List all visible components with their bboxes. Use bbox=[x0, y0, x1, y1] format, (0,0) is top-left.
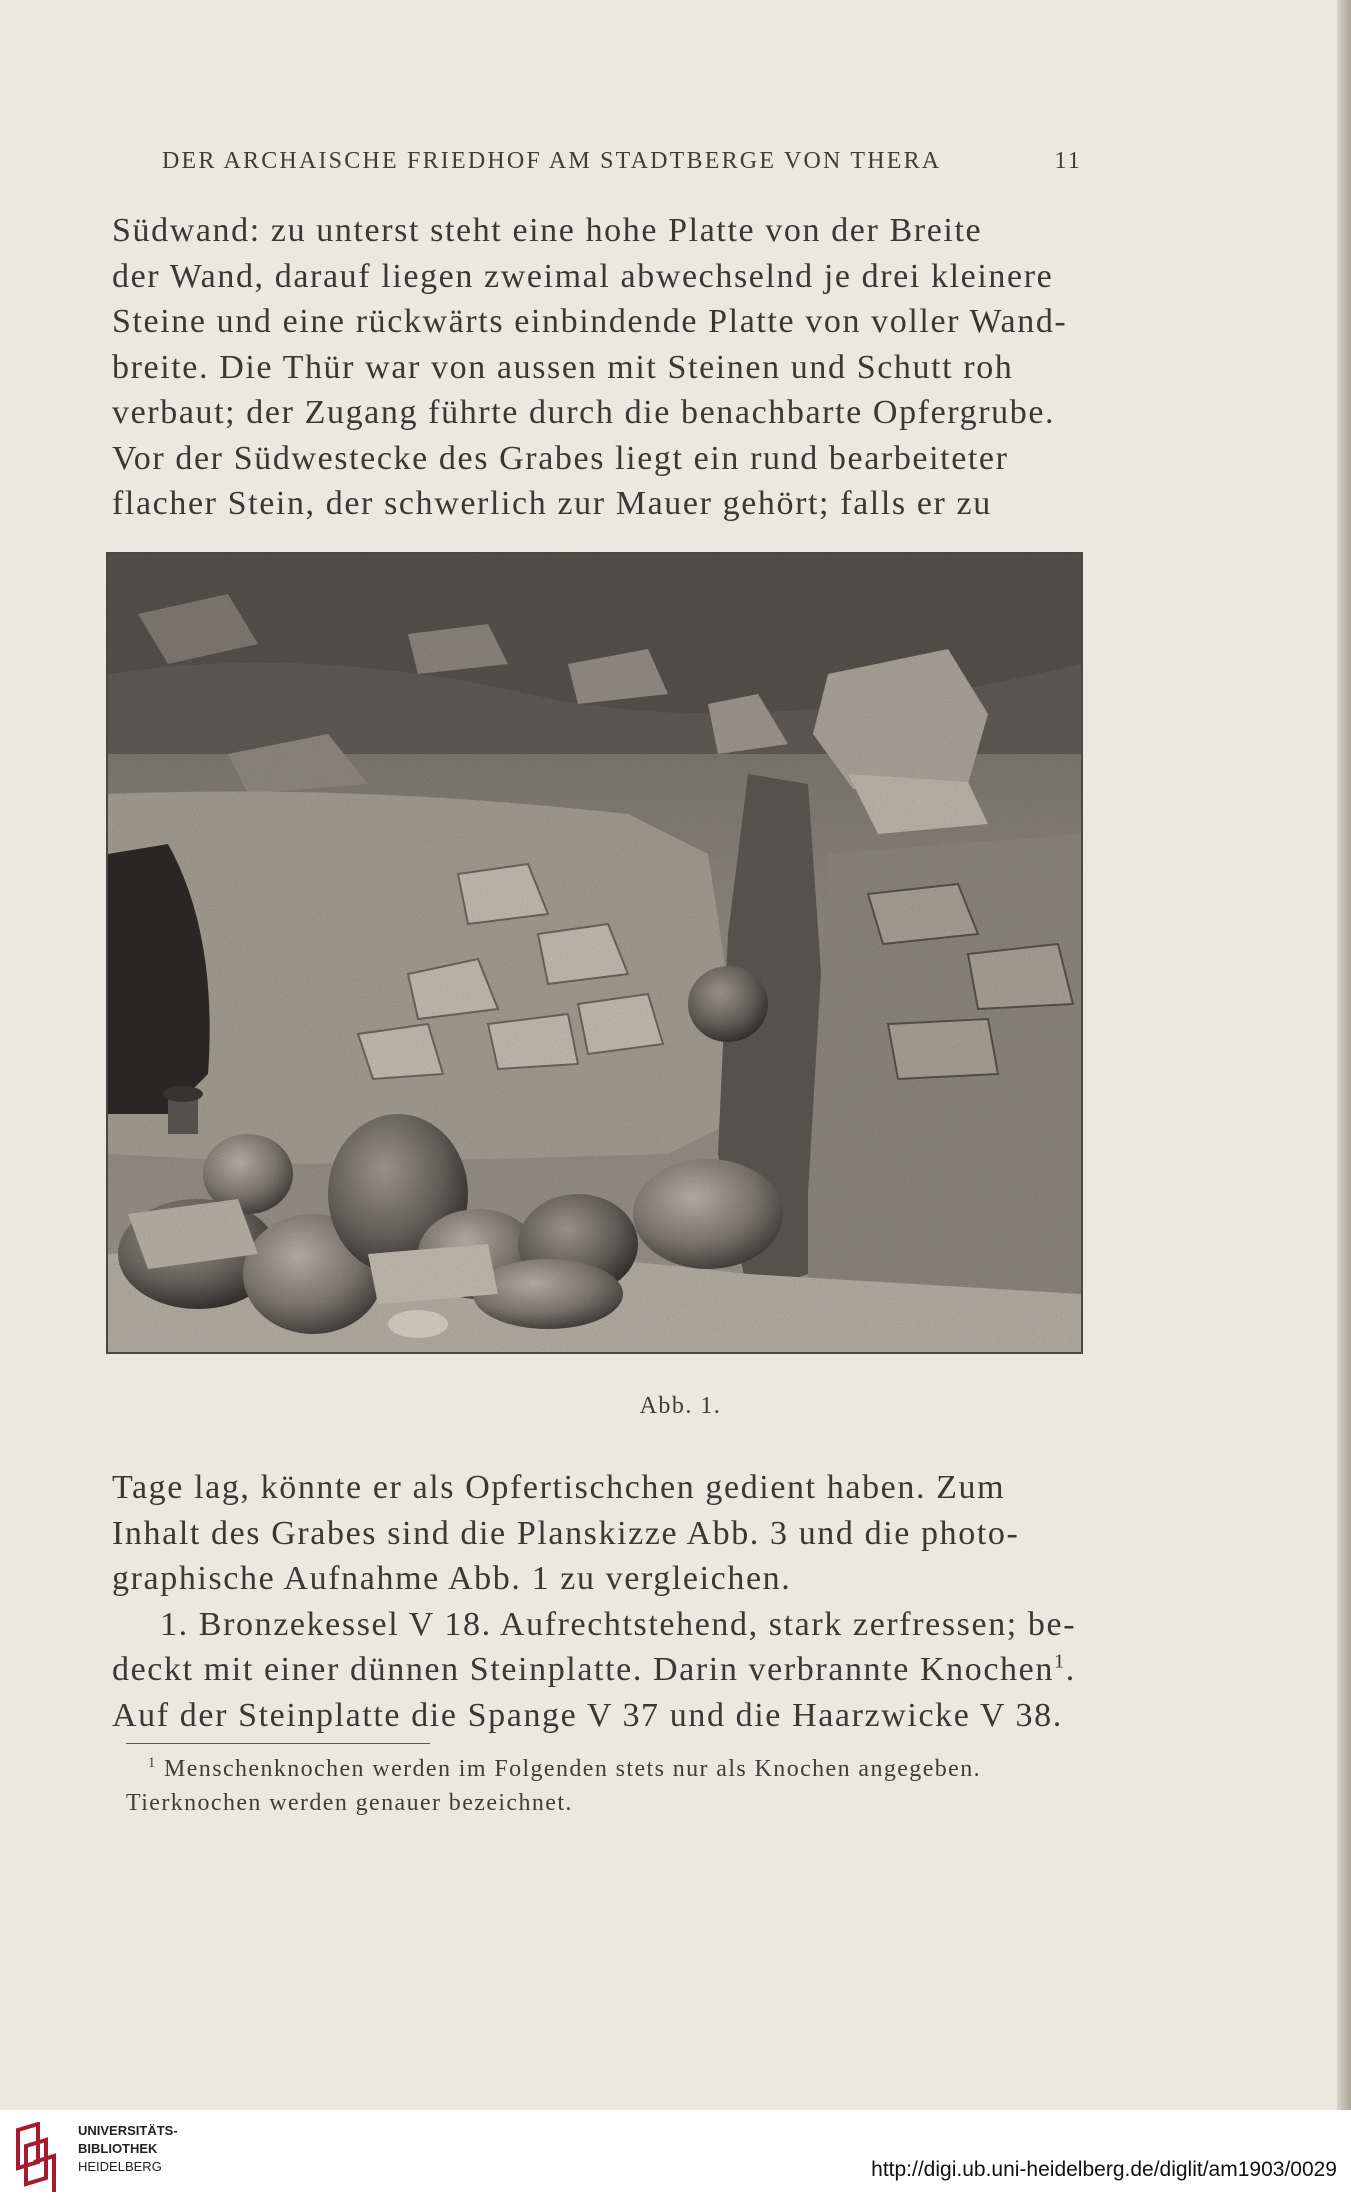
library-line-3: HEIDELBERG bbox=[78, 2159, 162, 2174]
footnote-line: Tierknochen werden genauer bezeichnet. bbox=[126, 1790, 573, 1816]
footnote-line bbox=[126, 1752, 1094, 1786]
footnote-marker: 1 bbox=[148, 1755, 157, 1771]
text-line: Auf der Steinplatte die Spange V 37 und die Haarzwicke V 38. bbox=[112, 1696, 1063, 1734]
figure-caption bbox=[0, 1393, 1351, 1420]
source-url-link[interactable]: http://digi.ub.uni-heidelberg.de/diglit/am1903/0029 bbox=[871, 2158, 1337, 2181]
library-line-1: UNIVERSITÄTS- bbox=[78, 2123, 178, 2138]
text-line: Inhalt des Grabes sind die Planskizze Abb. 3 und die photo- bbox=[112, 1514, 1020, 1552]
text-line: Tage lag, könnte er als Opfertischchen gedient haben. Zum bbox=[112, 1469, 1006, 1506]
text-line bbox=[112, 1647, 1080, 1693]
text-line: 1. Bronzekessel V 18. Aufrechtstehend, stark zerfressen; be- bbox=[160, 1605, 1077, 1643]
excavation-photograph bbox=[106, 552, 1083, 1354]
text-line-content: deckt mit einer dünnen Steinplatte. Darin verbrannte Knochen bbox=[112, 1651, 1054, 1688]
text-line: flacher Stein, der schwerlich zur Mauer gehört; falls er zu bbox=[112, 485, 992, 522]
text-line: Steine und eine rückwärts einbindende Platte von voller Wand- bbox=[112, 303, 1068, 340]
footnote bbox=[126, 1752, 1094, 1820]
footnote-text: Menschenknochen werden im Folgenden stets nur als Knochen angegeben. bbox=[164, 1756, 982, 1782]
library-logo[interactable] bbox=[12, 2120, 178, 2200]
footnote-ref[interactable]: 1 bbox=[1053, 1650, 1066, 1673]
page-number: 11 bbox=[1054, 148, 1082, 174]
text-line: Südwand: zu unterst steht eine hohe Platte von der Breite bbox=[112, 212, 983, 249]
paragraph-1 bbox=[112, 208, 1080, 527]
running-head bbox=[162, 148, 1082, 175]
line-end: . bbox=[1065, 1651, 1076, 1688]
library-name bbox=[78, 2122, 178, 2176]
text-line: graphische Aufnahme Abb. 1 zu vergleichen. bbox=[112, 1560, 792, 1597]
paragraph-2 bbox=[112, 1465, 1080, 1738]
text-line: verbaut; der Zugang führte durch die benachbarte Opfergrube. bbox=[112, 394, 1056, 431]
text-line: breite. Die Thür war von aussen mit Steinen und Schutt roh bbox=[112, 348, 1014, 386]
text-line: Vor der Südwestecke des Grabes liegt ein rund bearbeiteter bbox=[112, 439, 1009, 477]
page-edge bbox=[1337, 0, 1351, 2110]
footnote-rule bbox=[126, 1743, 430, 1744]
text-line: der Wand, darauf liegen zweimal abwechselnd je drei kleinere bbox=[112, 257, 1054, 295]
library-line-2: BIBLIOTHEK bbox=[78, 2141, 158, 2156]
running-title: DER ARCHAISCHE FRIEDHOF AM STADTBERGE VON THERA bbox=[162, 148, 942, 174]
caption-text: Abb. 1. bbox=[639, 1393, 722, 1419]
library-emblem-icon bbox=[12, 2122, 62, 2194]
photo-illustration bbox=[108, 554, 1081, 1352]
